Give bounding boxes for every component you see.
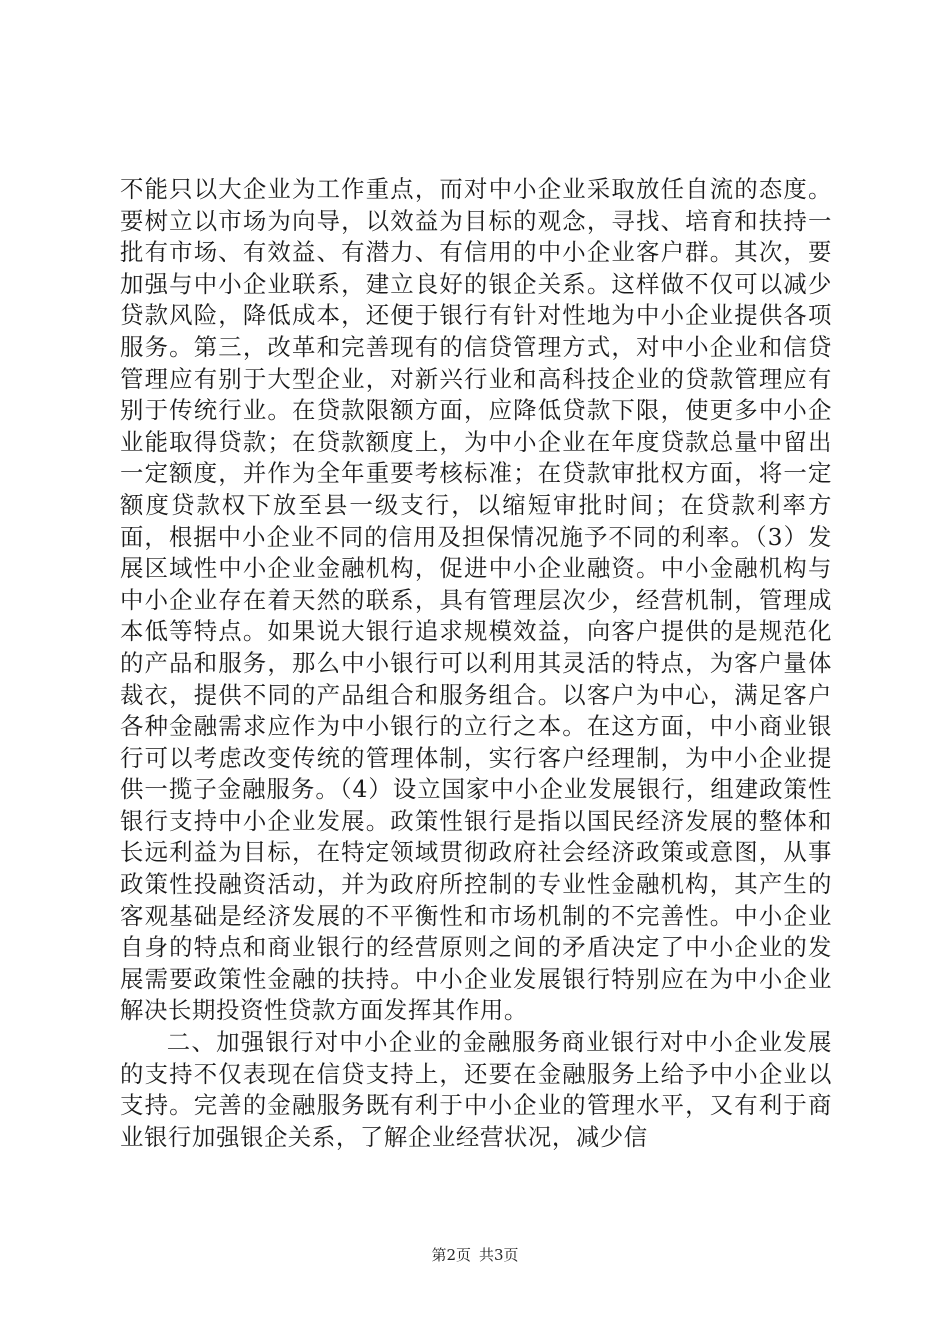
page-footer: [0, 1244, 950, 1265]
page-number: 第2页: [431, 1246, 471, 1264]
page-total: 共3页: [479, 1246, 519, 1264]
body-text: [120, 174, 832, 1153]
paragraph-continuation: 不能只以大企业为工作重点，而对中小企业采取放任自流的态度。要树立以市场为向导，以效益为目标的观念，寻找、培育和扶持一批有市场、有效益、有潜力、有信用的中小企业客户群。其次，要加强与中小企业联系，建立良好的银企关系。这样做不仅可以减少贷款风险，降低成本，还便于银行有针对性地为中小企业提供各项服务。第三，改革和完善现有的信贷管理方式，对中小企业和信贷管理应有别于大型企业，对新兴行业和高科技企业的贷款管理应有别于传统行业。在贷款限额方面，应降低贷款下限，使更多中小企业能取得贷款；在贷款额度上，为中小企业在年度贷款总量中留出一定额度，并作为全年重要考核标准；在贷款审批权方面，将一定额度贷款权下放至县一级支行，以缩短审批时间；在贷款利率方面，根据中小企业不同的信用及担保情况施予不同的利率。（3）发展区域性中小企业金融机构，促进中小企业融资。中小金融机构与中小企业存在着天然的联系，具有管理层次少，经营机制，管理成本低等特点。如果说大银行追求规模效益，向客户提供的是规范化的产品和服务，那么中小银行可以利用其灵活的特点，为客户量体裁衣，提供不同的产品组合和服务组合。以客户为中心，满足客户各种金融需求应作为中小银行的立行之本。在这方面，中小商业银行可以考虑改变传统的管理体制，实行客户经理制，为中小企业提供一揽子金融服务。（4）设立国家中小企业发展银行，组建政策性银行支持中小企业发展。政策性银行是指以国民经济发展的整体和长远利益为目标，在特定领域贯彻政府社会经济政策或意图，从事政策性投融资活动，并为政府所控制的专业性金融机构，其产生的客观基础是经济发展的不平衡性和市场机制的不完善性。中小企业自身的特点和商业银行的经营原则之间的矛盾决定了中小企业的发展需要政策性金融的扶持。中小企业发展银行特别应在为中小企业解决长期投资性贷款方面发挥其作用。: [120, 175, 832, 1025]
paragraph-section-two: 二、加强银行对中小企业的金融服务商业银行对中小企业发展的支持不仅表现在信贷支持上，还要在金融服务上给予中小企业以支持。完善的金融服务既有利于中小企业的管理水平，又有利于商业银行加强银企关系，了解企业经营状况，减少信: [120, 1028, 832, 1151]
